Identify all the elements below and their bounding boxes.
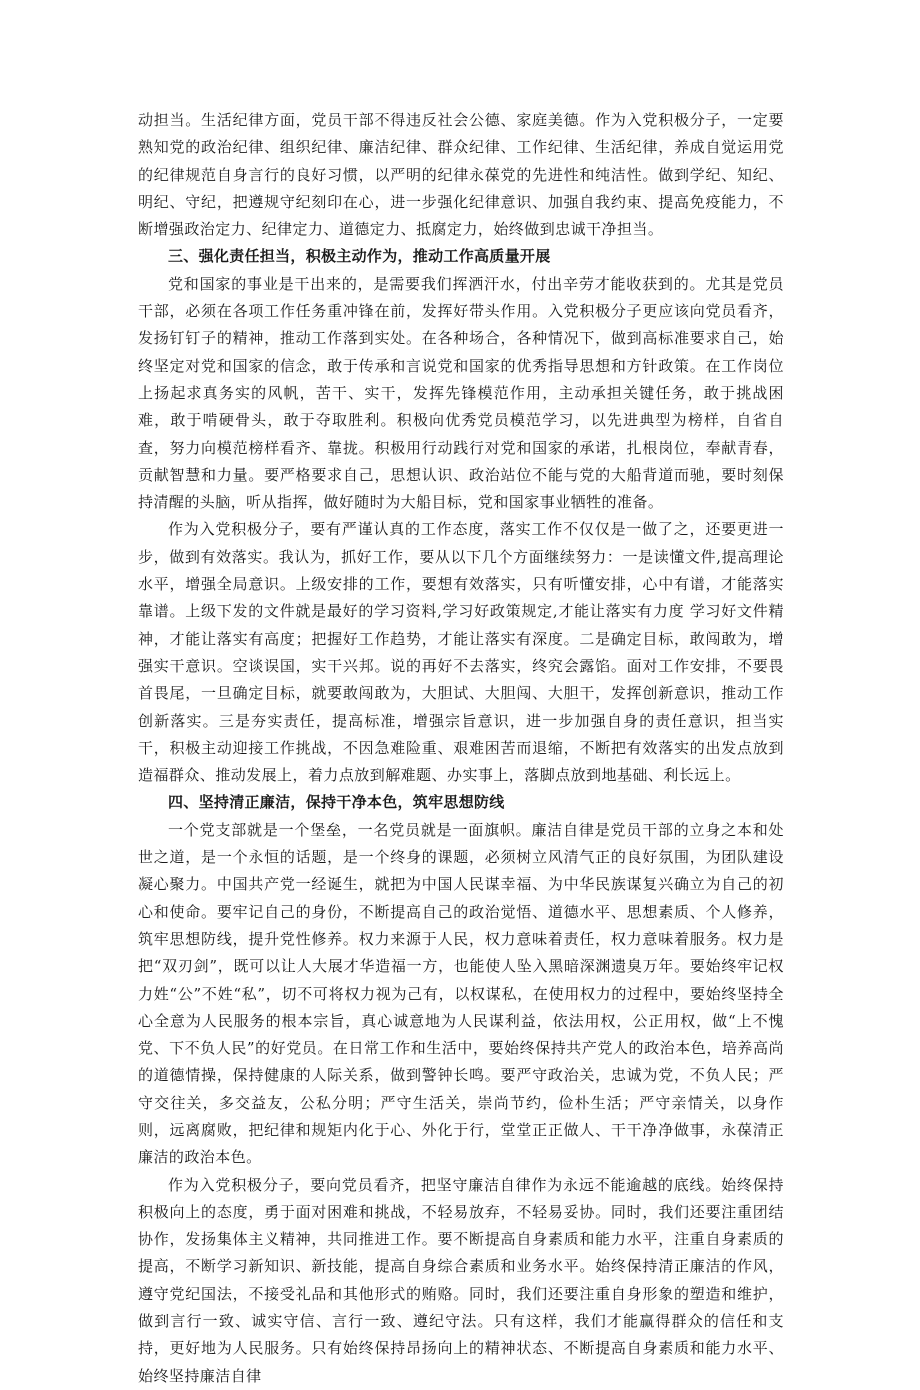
paragraph-work-attitude: 作为入党积极分子，要有严谨认真的工作态度，落实工作不仅仅是一做了之，还要更进一步，做到有效落实。我认为，抓好工作，要从以下几个方面继续努力：一是读懂文件,提高理论水平，增强全局意识。上级安排的工作，要想有效落实，只有听懂安排，心中有谱，才能落实靠谱。上级下发的文件就是最好的学习资料,学习好政策规定,才能让落实有力度 学习好文件精神，才能让落实有高度；把握好工作趋势，才能让落实有深度。二是确定目标，敢闯敢为，增强实干意识。空谈误国，实干兴邦。说的再好不去落实，终究会露馅。面对工作安排，不要畏首畏尾，一旦确定目标，就要敢闯敢为，大胆试、大胆闯、大胆干，发挥创新意识，推动工作创新落实。三是夯实责任，提高标准，增强宗旨意识，进一步加强自身的责任意识，担当实干，积极主动迎接工作挑战，不因急难险重、艰难困苦而退缩，不断把有效落实的出发点放到造福群众、推动发展上，着力点放到解难题、办实事上，落脚点放到地基础、利长远上。 (138, 520, 784, 785)
section-heading-three: 三、强化责任担当，积极主动作为，推动工作高质量开展 (168, 247, 551, 266)
paragraph-responsibility: 党和国家的事业是干出来的，是需要我们挥洒汗水，付出辛劳才能收获到的。尤其是党员干部，必须在各项工作任务重冲锋在前，发挥好带头作用。入党积极分子更应该向党员看齐，发扬钉钉子的精神，推动工作落到实处。在各种场合，各种情况下，做到高标准要求自己，始终坚定对党和国家的信念，敢于传承和言说党和国家的优秀指导思想和方针政策。在工作岗位上扬起求真务实的风帆，苦干、实干，发挥先锋模范作用，主动承担关键任务，敢于挑战困难，敢于啃硬骨头，敢于夺取胜利。积极向优秀党员模范学习，以先进典型为榜样，自省自查，努力向模范榜样看齐、靠拢。积极用行动践行对党和国家的承诺，扎根岗位，奉献青春，贡献智慧和力量。要严格要求自己，思想认识、政治站位不能与党的大船背道而驰，要时刻保持清醒的头脑，听从指挥，做好随时为大船目标，党和国家事业牺牲的准备。 (138, 274, 784, 512)
section-heading-four: 四、坚持清正廉洁，保持干净本色，筑牢思想防线 (168, 793, 505, 812)
paragraph-integrity: 一个党支部就是一个堡垒，一名党员就是一面旗帜。廉洁自律是党员干部的立身之本和处世之道，是一个永恒的话题，是一个终身的课题，必须树立风清气正的良好氛围，为团队建设凝心聚力。中国共产党一经诞生，就把为中国人民谋幸福、为中华民族谋复兴确立为自己的初心和使命。要牢记自己的身份，不断提高自己的政治觉悟、道德水平、思想素质、个人修养，筑牢思想防线，提升党性修养。权力来源于人民，权力意味着责任，权力意味着服务。权力是把“双刃剑”，既可以让人大展才华造福一方，也能使人坠入黑暗深渊遗臭万年。要始终牢记权力姓“公”不姓“私”，切不可将权力视为己有，以权谋私，在使用权力的过程中，要始终坚持全心全意为人民服务的根本宗旨，真心诚意地为人民谋利益，依法用权，公正用权，做“上不愧党、下不负人民”的好党员。在日常工作和生活中，要始终保持共产党人的政治本色，培养高尚的道德情操，保持健康的人际关系，做到警钟长鸣。要严守政治关，忠诚为党，不负人民；严守交往关，多交益友，公私分明；严守生活关，崇尚节约，俭朴生活；严守亲情关，以身作则，远离腐败，把纪律和规矩内化于心、外化于行，堂堂正正做人、干干净净做事，永葆清正廉洁的政治本色。 (138, 820, 784, 1167)
document-body (138, 107, 784, 1390)
paragraph-activist-integrity: 作为入党积极分子，要向党员看齐，把坚守廉洁自律作为永远不能逾越的底线。始终保持积极向上的态度，勇于面对困难和挑战，不轻易放弃，不轻易妥协。同时，我们还要注重团结协作，发扬集体主义精神，共同推进工作。要不断提高自身素质和能力水平，注重自身素质的提高，不断学习新知识、新技能，提高自身综合素质和业务水平。始终保持清正廉洁的作风，遵守党纪国法，不接受礼品和其他形式的贿赂。同时，我们还要注重自身形象的塑造和维护，做到言行一致、诚实守信、言行一致、遵纪守法。只有这样，我们才能赢得群众的信任和支持，更好地为人民服务。只有始终保持昂扬向上的精神状态、不断提高自身素质和能力水平、始终坚持廉洁自律 (138, 1175, 784, 1385)
paragraph-continued-discipline: 动担当。生活纪律方面，党员干部不得违反社会公德、家庭美德。作为入党积极分子，一定要熟知党的政治纪律、组织纪律、廉洁纪律、群众纪律、工作纪律、生活纪律，养成自觉运用党的纪律规范自身言行的良好习惯，以严明的纪律永葆党的先进性和纯洁性。做到学纪、知纪、明纪、守纪，把遵规守纪刻印在心，进一步强化纪律意识、加强自我约束、提高免疫能力，不断增强政治定力、纪律定力、道德定力、抵腐定力，始终做到忠诚干净担当。 (138, 111, 784, 239)
